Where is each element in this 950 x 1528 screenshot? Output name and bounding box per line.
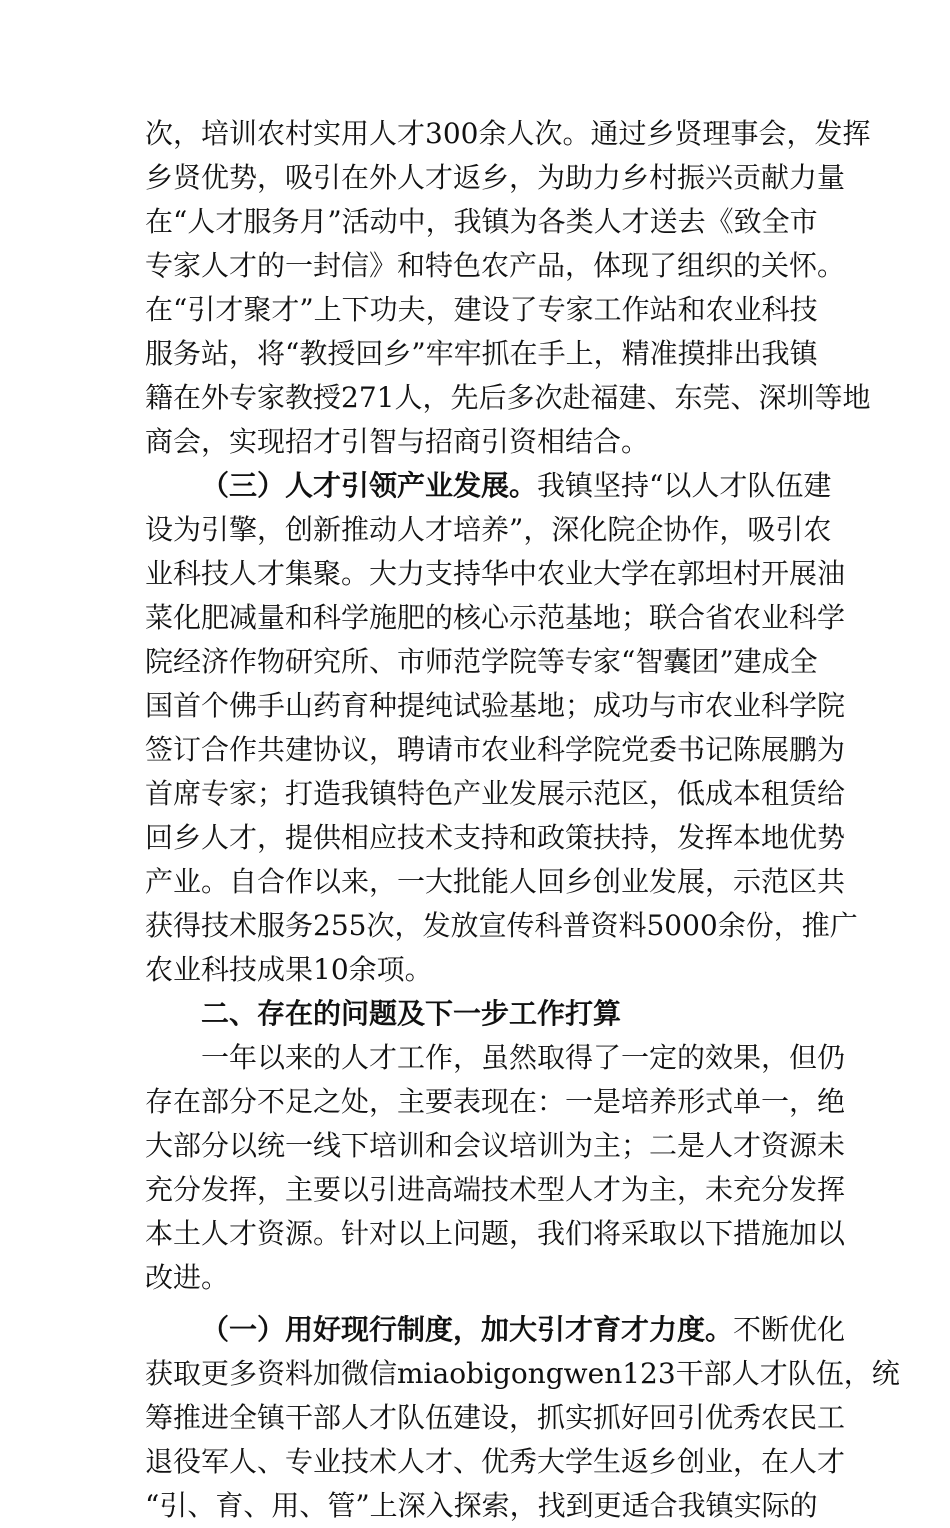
text-line: 服务站，将“教授回乡”牢牢抓在手上，精准摸排出我镇	[145, 337, 818, 370]
text-line-first: 一年以来的人才工作，虽然取得了一定的效果，但仍	[201, 1041, 846, 1074]
subheading-one: （一）用好现行制度，加大引才育才力度。	[201, 1313, 734, 1346]
text-line-first	[145, 464, 832, 508]
text-line: 首席专家；打造我镇特色产业发展示范区，低成本租赁给	[145, 777, 846, 810]
paragraph-talent-service	[145, 112, 871, 464]
text-line: 在“引才聚才”上下功夫，建设了专家工作站和农业科技	[145, 293, 818, 326]
text-line: 菜化肥减量和科学施肥的核心示范基地；联合省农业科学	[145, 601, 846, 634]
text-line: 次，培训农村实用人才300余人次。通过乡贤理事会，发挥	[145, 117, 871, 150]
text-line: 籍在外专家教授271人，先后多次赴福建、东莞、深圳等地	[145, 381, 871, 414]
text-line: 获取更多资料加微信miaobigongwen123干部人才队伍，统	[145, 1357, 900, 1390]
text-line: 充分发挥，主要以引进高端技术型人才为主，未充分发挥	[145, 1173, 846, 1206]
text-line: 大部分以统一线下培训和会议培训为主；二是人才资源未	[145, 1129, 846, 1162]
document-page	[145, 112, 900, 1528]
text-line: 存在部分不足之处，主要表现在：一是培养形式单一，绝	[145, 1085, 846, 1118]
text-line: 回乡人才，提供相应技术支持和政策扶持，发挥本地优势	[145, 821, 846, 854]
section-heading-problems: 二、存在的问题及下一步工作打算	[201, 997, 622, 1030]
text-line: 筹推进全镇干部人才队伍建设，抓实抓好回引优秀农民工	[145, 1401, 846, 1434]
text-line-first	[145, 1308, 846, 1352]
text-line: 农业科技成果10余项。	[145, 953, 433, 986]
text-line: 设为引擎，创新推动人才培养”，深化院企协作，吸引农	[145, 513, 832, 546]
text-line: 国首个佛手山药育种提纯试验基地；成功与市农业科学院	[145, 689, 846, 722]
text-line: 改进。	[145, 1261, 230, 1294]
text-line: 在“人才服务月”活动中，我镇为各类人才送去《致全市	[145, 205, 818, 238]
paragraph-spacer	[145, 1300, 810, 1308]
text-line: 产业。自合作以来，一大批能人回乡创业发展，示范区共	[145, 865, 846, 898]
text-line: 商会，实现招才引智与招商引资相结合。	[145, 425, 650, 458]
text-run: 不断优化	[733, 1313, 846, 1346]
text-line: 乡贤优势，吸引在外人才返乡，为助力乡村振兴贡献力量	[145, 161, 846, 194]
text-line: 业科技人才集聚。大力支持华中农业大学在郭坦村开展油	[145, 557, 846, 590]
subheading-three: （三）人才引领产业发展。	[201, 469, 538, 502]
text-line: 本土人才资源。针对以上问题，我们将采取以下措施加以	[145, 1217, 846, 1250]
text-line: 签订合作共建协议，聘请市农业科学院党委书记陈展鹏为	[145, 733, 846, 766]
paragraph-problems	[145, 1036, 846, 1300]
text-run: 我镇坚持“以人才队伍建	[537, 469, 832, 502]
text-line: “引、育、用、管”上深入探索，找到更适合我镇实际的	[145, 1489, 818, 1522]
paragraph-industry-development	[145, 464, 858, 992]
text-line: 院经济作物研究所、市师范学院等专家“智囊团”建成全	[145, 645, 818, 678]
paragraph-recruit-talent	[145, 1308, 900, 1528]
text-line: 退役军人、专业技术人才、优秀大学生返乡创业，在人才	[145, 1445, 846, 1478]
text-line: 获得技术服务255次，发放宣传科普资料5000余份，推广	[145, 909, 858, 942]
text-line: 专家人才的一封信》和特色农产品，体现了组织的关怀。	[145, 249, 846, 282]
